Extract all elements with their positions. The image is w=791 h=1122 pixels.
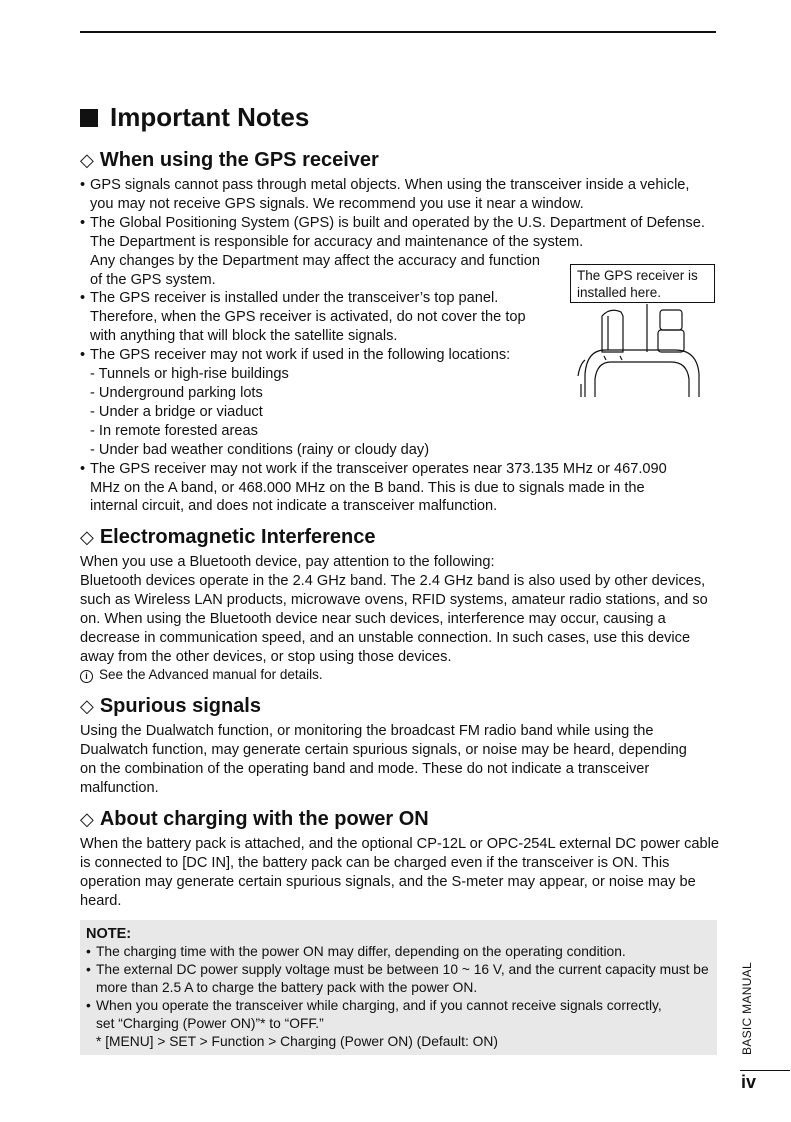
location-item: - Under a bridge or viaduct [90,403,263,420]
section-spurious-signals [80,694,720,798]
diamond-icon: ◇ [80,809,94,829]
note-box [80,920,717,1055]
diamond-icon: ◇ [80,696,94,716]
list-item: • GPS signals cannot pass through metal objects. When using the transceiver inside a vehicle, you may not receive GPS signals. We recommend you use it near a window. [80,177,690,212]
note-title: NOTE: [86,926,132,942]
section-title: ◇ Spurious signals [80,695,261,717]
note-footnote: * [MENU] > SET > Function > Charging (Power ON) (Default: ON) [96,1034,498,1049]
paragraph: Bluetooth devices operate in the 2.4 GHz band. The 2.4 GHz band is also used by other devices, such as Wireless LAN products, microwave ovens, RFID systems, amateur radio stations, and so on. When using the Bluetooth device near such devices, interference may occur, causing a decrease in communication speed, and an unstable connection. In such cases, use this device away from the other devices, or stop using those devices. [80,572,708,665]
diamond-icon: ◇ [80,527,94,547]
paragraph: When the battery pack is attached, and the optional CP-12L or OPC-254L external DC power cable is connected to [DC IN], the battery pack can be charged even if the transceiver is ON. This operation may generate certain spurious signals, and the S-meter may appear, or noise may be heard. [80,836,719,909]
location-item: - Underground parking lots [90,384,263,401]
note-item: • When you operate the transceiver while charging, and if you cannot receive signals correctly, set “Charging (Power ON)”* to “OFF.” [86,998,662,1031]
page-title: Important Notes [80,101,309,133]
page-number: iv [741,1072,757,1092]
list-item: • The Global Positioning System (GPS) is built and operated by the U.S. Department of Defense. The Department is responsible for accuracy and maintenance of the system. Any changes by the Department may affect the accuracy and function of the GPS system. [80,214,705,288]
paragraph: When you use a Bluetooth device, pay attention to the following: [80,554,495,570]
gps-callout: The GPS receiver is installed here. [570,264,715,303]
list-item: • The GPS receiver may not work if used in the following locations: [80,347,511,364]
info-icon: i [80,670,93,683]
top-rule [80,31,716,33]
location-item: - In remote forested areas [90,422,258,439]
location-item: - Under bad weather conditions (rainy or cloudy day) [90,441,430,458]
diamond-icon: ◇ [80,150,94,170]
transceiver-top-illustration [575,304,705,397]
note-item: • The charging time with the power ON may differ, depending on the operating condition. [86,944,626,959]
list-item: • The GPS receiver is installed under the transceiver’s top panel. Therefore, when the GPS receiver is activated, do not cover the top with anything that will block the satellite signals. [80,290,526,345]
section-charging [80,807,720,911]
paragraph: Using the Dualwatch function, or monitoring the broadcast FM radio band while using the Dualwatch function, may generate certain spurious signals, or noise may be heard, depending on the combination of the operating band and mode. These do not indicate a transceiver malfunction. [80,723,687,796]
side-label: BASIC MANUAL [740,962,754,1055]
reference-note: i See the Advanced manual for details. [80,666,722,685]
section-title: ◇ Electromagnetic Interference [80,526,376,548]
section-electromagnetic-interference [80,525,720,685]
section-title: ◇ About charging with the power ON [80,808,429,830]
list-item: • The GPS receiver may not work if the transceiver operates near 373.135 MHz or 467.090 MHz on the A band, or 468.000 MHz on the B band. This is due to signals made in the internal circuit, and does not indicate a transceiver malfunction. [80,460,667,515]
note-item: • The external DC power supply voltage must be between 10 ~ 16 V, and the current capacity must be more than 2.5 A to charge the battery pack with the power ON. [86,962,709,995]
list-item-text: Any changes by the Department may affect the accuracy and function of the GPS system. [90,252,540,288]
section-title: ◇ When using the GPS receiver [80,149,379,171]
square-bullet-icon [80,109,98,127]
location-item: - Tunnels or high-rise buildings [90,366,289,383]
